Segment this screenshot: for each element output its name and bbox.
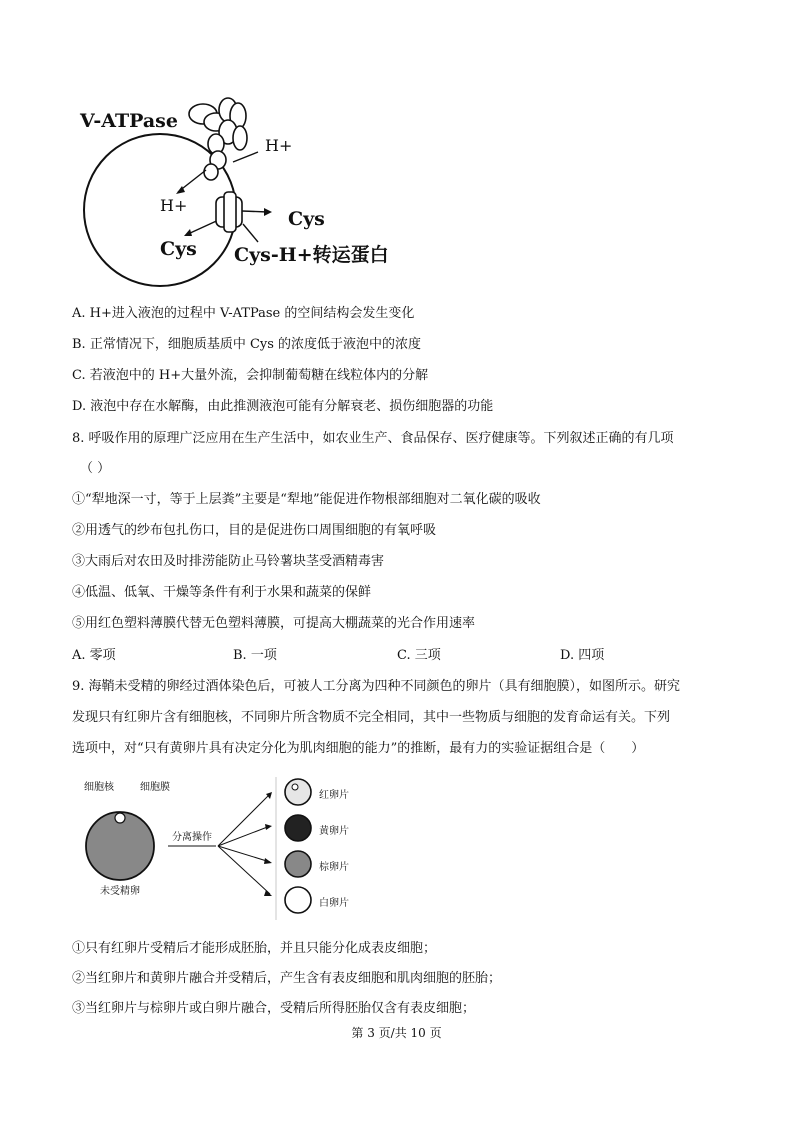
white-piece-label: 白卵片 (319, 898, 349, 909)
v-atpase-complex (189, 98, 247, 180)
q9-stem-3: 选项中，对“只有黄卵片具有决定分化为肌肉细胞的能力”的推断，最有力的实验证据组合是（ ） (72, 741, 645, 756)
q8-item-2: ②用透气的纱布包扎伤口，目的是促进伤口周围细胞的有氧呼吸 (72, 523, 437, 538)
yellow-piece (285, 815, 311, 841)
yellow-piece-label: 黄卵片 (319, 826, 349, 837)
operation-label: 分离操作 (172, 832, 212, 843)
q8-choice-c: C. 三项 (397, 648, 441, 663)
egg-separation-figure (78, 772, 368, 922)
q9-item-1: ①只有红卵片受精后才能形成胚胎，并且只能分化成表皮细胞； (72, 941, 437, 956)
red-piece-label: 红卵片 (319, 790, 349, 801)
q7-option-b: B. 正常情况下，细胞质基质中 Cys 的浓度低于液泡中的浓度 (72, 337, 422, 352)
transporter-label: Cys-H+转运蛋白 (234, 244, 389, 266)
brown-piece (285, 851, 311, 877)
q7-option-d: D. 液泡中存在水解酶，由此推测液泡可能有分解衰老、损伤细胞器的功能 (72, 399, 494, 414)
white-piece (285, 887, 311, 913)
q8-choice-d: D. 四项 (560, 648, 605, 663)
h-outside-label: H+ (265, 136, 293, 155)
red-piece (285, 779, 311, 805)
q8-stem-bracket: （ ） (80, 461, 111, 476)
brown-piece-label: 棕卵片 (319, 862, 349, 873)
q9-item-3: ③当红卵片与棕卵片或白卵片融合，受精后所得胚胎仅含有表皮细胞； (72, 1001, 476, 1016)
q8-item-3: ③大雨后对农田及时排涝能防止马铃薯块茎受酒精毒害 (72, 554, 385, 569)
nucleus (115, 813, 125, 823)
nucleus-label: 细胞核 (84, 782, 114, 793)
vacuole-figure (78, 92, 398, 292)
q8-item-5: ⑤用红色塑料薄膜代替无色塑料薄膜，可提高大棚蔬菜的光合作用速率 (72, 616, 476, 631)
page-footer: 第 3 页/共 10 页 (351, 1026, 442, 1040)
h-inside-label: H+ (160, 196, 188, 215)
egg-label: 未受精卵 (100, 886, 140, 897)
q8-item-1: ①“犁地深一寸，等于上层粪”主要是“犁地”能促进作物根部细胞对二氧化碳的吸收 (72, 492, 541, 507)
cys-outside-label: Cys (288, 208, 325, 230)
q8-stem: 8. 呼吸作用的原理广泛应用在生产生活中，如农业生产、食品保存、医疗健康等。下列叙述正确的有几项 (72, 431, 674, 446)
q9-item-2: ②当红卵片和黄卵片融合并受精后，产生含有表皮细胞和肌肉细胞的胚胎； (72, 971, 502, 986)
q9-stem-1: 9. 海鞘未受精的卵经过酒体染色后，可被人工分离为四种不同颜色的卵片（具有细胞膜），如图所示。研究 (72, 679, 681, 694)
q8-choice-a: A. 零项 (72, 648, 116, 663)
cys-h-transporter (216, 192, 242, 232)
q8-item-4: ④低温、低氧、干燥等条件有利于水果和蔬菜的保鲜 (72, 585, 372, 600)
q8-choice-b: B. 一项 (233, 648, 277, 663)
q7-option-a: A. H+进入液泡的过程中 V-ATPase 的空间结构会发生变化 (72, 306, 415, 321)
membrane-label: 细胞膜 (140, 782, 170, 793)
cys-inside-label: Cys (160, 238, 197, 260)
v-atpase-label: V-ATPase (80, 110, 178, 132)
q7-option-c: C. 若液泡中的 H+大量外流，会抑制葡萄糖在线粒体内的分解 (72, 368, 429, 383)
q9-stem-2: 发现只有红卵片含有细胞核，不同卵片所含物质不完全相同，其中一些物质与细胞的发育命运有关。下列 (72, 710, 671, 725)
